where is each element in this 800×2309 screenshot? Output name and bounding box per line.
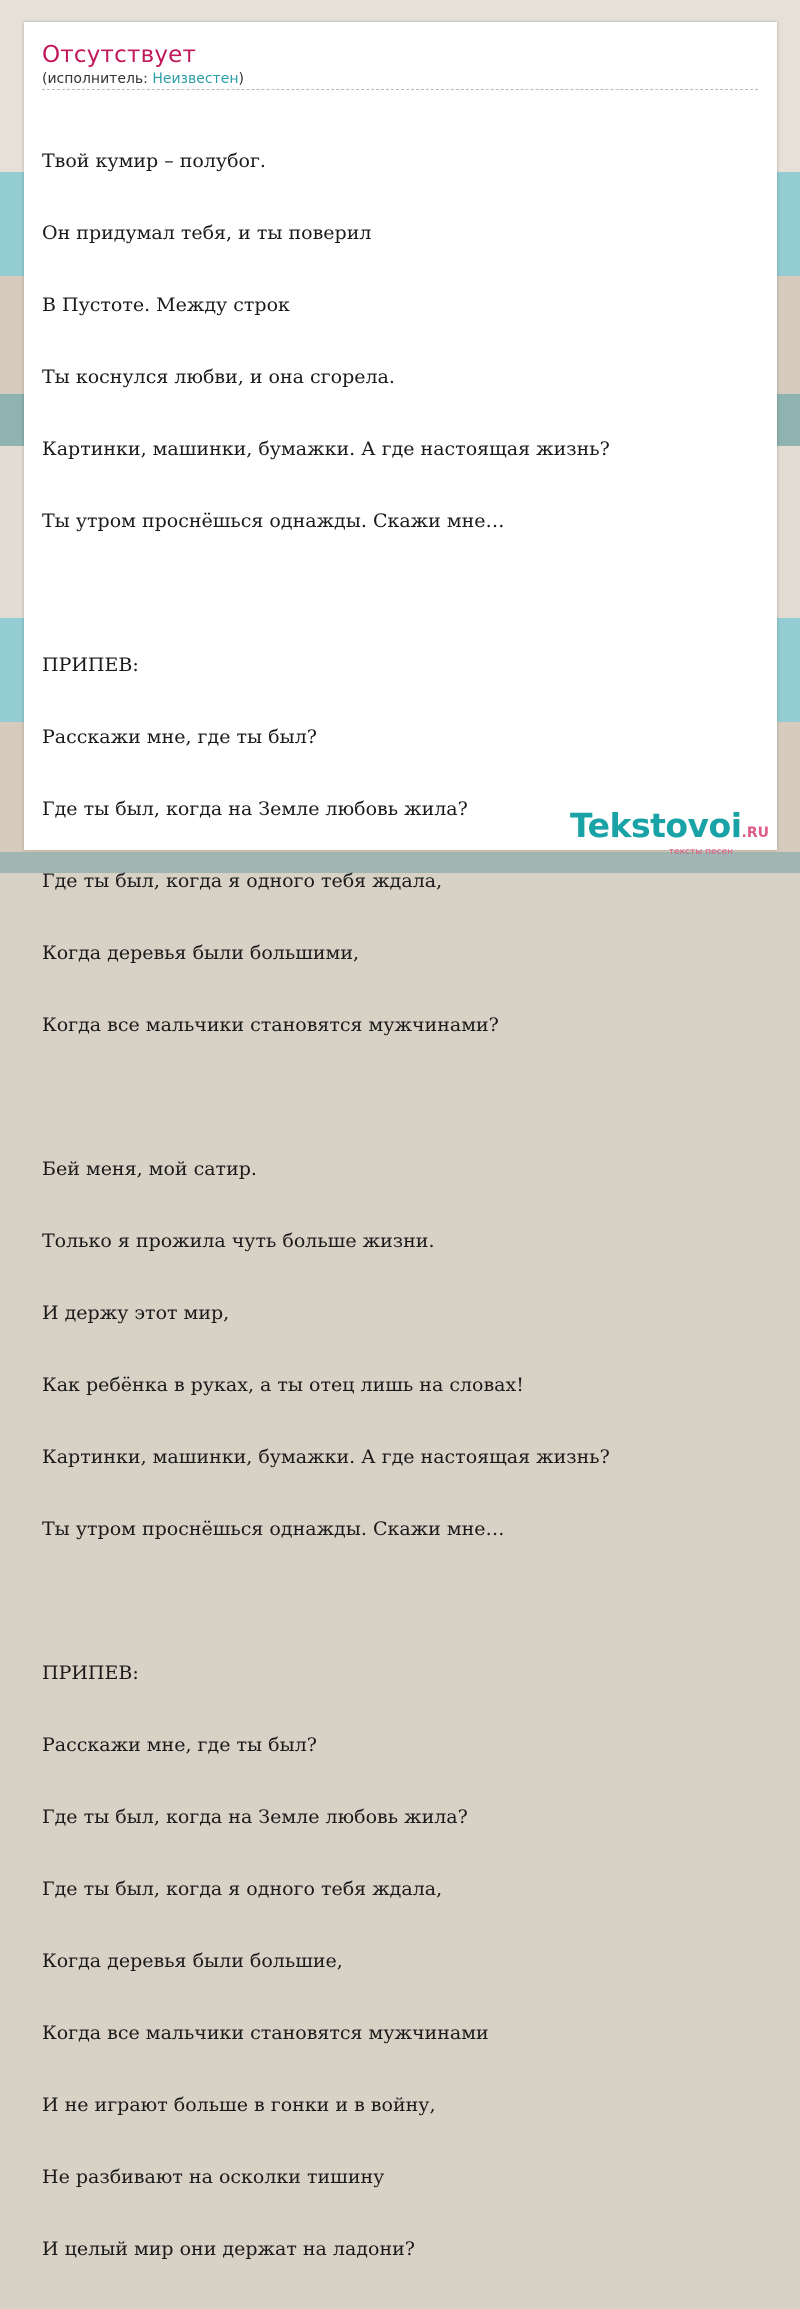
lyric-line: Где ты был, когда на Земле любовь жила?	[42, 1806, 468, 1828]
lyric-line: Ты коснулся любви, и она сгорела.	[42, 366, 395, 388]
lyric-line: Где ты был, когда я одного тебя ждала,	[42, 1878, 443, 1900]
lyrics-text	[42, 101, 610, 2309]
lyric-line: Когда деревья были большими,	[42, 942, 360, 964]
lyric-line: Расскажи мне, где ты был?	[42, 1734, 317, 1756]
title-divider	[42, 89, 758, 90]
lyric-line: Где ты был, когда на Земле любовь жила?	[42, 798, 468, 820]
lyric-line: И держу этот мир,	[42, 1302, 230, 1324]
lyric-line: Не разбивают на осколки тишину	[42, 2166, 385, 2188]
artist-line	[42, 71, 244, 87]
lyric-line: В Пустоте. Между строк	[42, 294, 290, 316]
lyric-line	[42, 1085, 610, 1109]
logo-tagline: тексты песен	[668, 847, 733, 857]
artist-prefix: (исполнитель:	[42, 71, 153, 87]
lyric-line: Только я прожила чуть больше жизни.	[42, 1230, 435, 1252]
logo-wordmark	[570, 808, 769, 851]
lyric-line: Когда деревья были большие,	[42, 1950, 343, 1972]
lyric-line: Он придумал тебя, и ты поверил	[42, 222, 372, 244]
lyric-line: Ты утром проснёшься однажды. Скажи мне…	[42, 510, 505, 532]
lyric-line: Картинки, машинки, бумажки. А где настоящая жизнь?	[42, 438, 610, 460]
lyric-line: И не играют больше в гонки и в войну,	[42, 2094, 436, 2116]
lyric-line: ПРИПЕВ:	[42, 1662, 139, 1684]
artist-link[interactable]: Неизвестен	[152, 71, 239, 87]
lyric-line: Бей меня, мой сатир.	[42, 1158, 257, 1180]
lyric-line: Когда все мальчики становятся мужчинами?	[42, 1014, 499, 1036]
site-logo[interactable]	[570, 808, 769, 857]
lyric-line: И целый мир они держат на ладони?	[42, 2238, 415, 2260]
lyric-line: Твой кумир – полубог.	[42, 150, 266, 172]
lyric-line: Картинки, машинки, бумажки. А где настоящая жизнь?	[42, 1446, 610, 1468]
song-title: Отсутствует	[42, 42, 197, 68]
lyric-line: Как ребёнка в руках, а ты отец лишь на словах!	[42, 1374, 524, 1396]
lyrics-card	[24, 22, 777, 2260]
artist-suffix: )	[238, 71, 244, 87]
lyric-line: Расскажи мне, где ты был?	[42, 726, 317, 748]
lyric-line: ПРИПЕВ:	[42, 654, 139, 676]
lyric-line	[42, 1589, 610, 1613]
logo-name: Tekstovoi	[569, 806, 742, 845]
lyric-line: Когда все мальчики становятся мужчинами	[42, 2022, 489, 2044]
lyric-line: Где ты был, когда я одного тебя ждала,	[42, 870, 443, 892]
lyric-line	[42, 581, 610, 605]
logo-tld: .RU	[741, 825, 769, 841]
lyric-line: Ты утром проснёшься однажды. Скажи мне…	[42, 1518, 505, 1540]
